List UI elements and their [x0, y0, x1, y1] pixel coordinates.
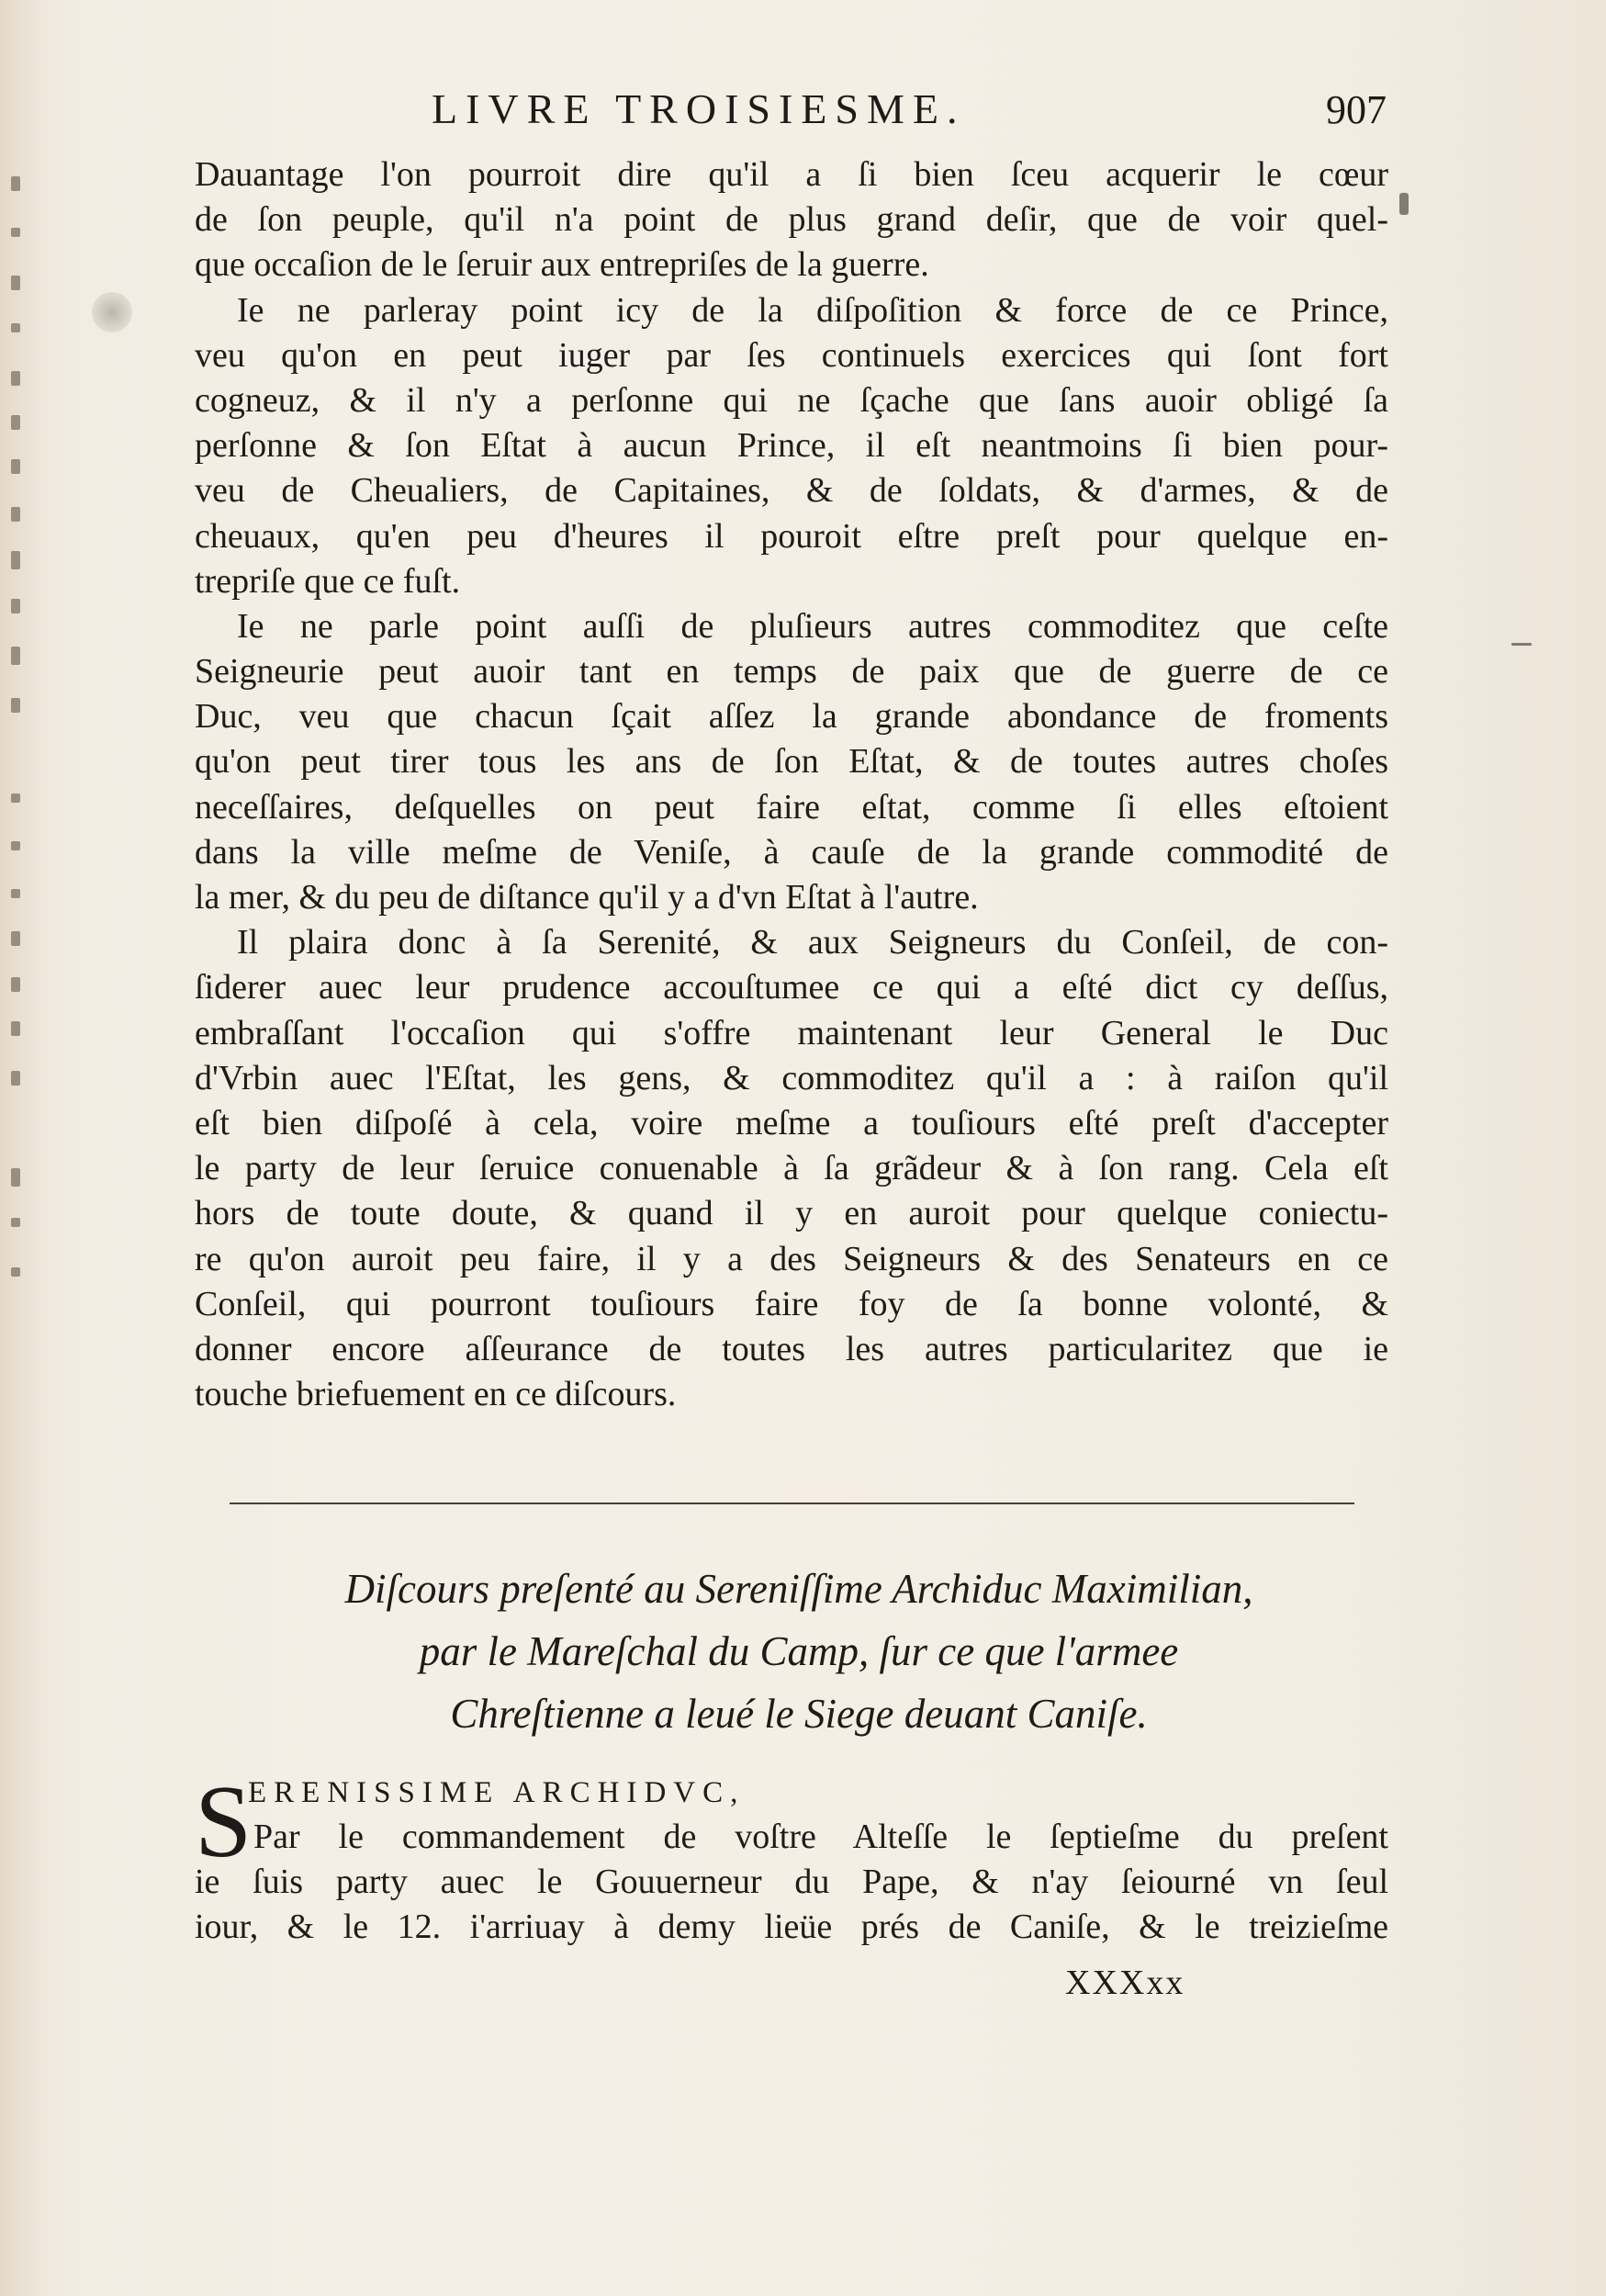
- text-line: neceſſaires, deſquelles on peut faire eſtat, comme ſi elles eſtoient: [195, 787, 1388, 827]
- text-line: embraſſant l'occaſion qui s'offre maintenant leur General le Duc: [195, 1013, 1388, 1052]
- text-line: cheuaux, qu'en peu d'heures il pouroit eſtre preſt pour quelque en-: [195, 516, 1388, 556]
- ink-speck: [1399, 193, 1409, 215]
- text-line: dans la ville meſme de Veniſe, à cauſe de la grande commodité de: [195, 832, 1388, 872]
- text-line: hors de toute doute, & quand il y en auroit pour quelque coniectu-: [195, 1194, 1388, 1233]
- discourse-title: [165, 1558, 1432, 1745]
- text-line: re qu'on auroit peu faire, il y a des Seigneurs & des Senateurs en ce: [195, 1239, 1388, 1278]
- text-line: Dauantage l'on pourroit dire qu'il a ſi bien ſceu acquerir le cœur: [195, 155, 1388, 194]
- gutter-bleed-mark: [11, 1071, 20, 1086]
- ink-speck: [1511, 643, 1532, 646]
- text-line: Ie ne parleray point icy de la diſpoſition & force de ce Prince,: [237, 290, 1388, 330]
- running-title: LIVRE TROISIESME.: [432, 85, 966, 132]
- text-line: perſonne & ſon Eſtat à aucun Prince, il eſt neantmoins ſi bien pour-: [195, 426, 1388, 466]
- text-line: Ie ne parle point auſſi de pluſieurs autres commoditez que ceſte: [237, 606, 1388, 646]
- title-line: par le Mareſchal du Camp, ſur ce que l'armee: [419, 1628, 1179, 1674]
- page-number: 907: [1326, 87, 1387, 132]
- paragraph: [195, 604, 1388, 920]
- text-line: Conſeil, qui pourront touſiours faire foy de ſa bonne volonté, &: [195, 1284, 1388, 1323]
- text-line: touche briefuement en ce diſcours.: [195, 1375, 677, 1414]
- letter-body: [195, 1815, 1388, 1951]
- text-line: cogneuz, & il n'y a perſonne qui ne ſçache que ſans auoir obligé ſa: [195, 380, 1388, 420]
- gutter-bleed-mark: [11, 1267, 20, 1277]
- gutter-bleed-mark: [11, 599, 20, 613]
- text-line: Par le commandement de voſtre Alteſſe le ſeptieſme du preſent: [253, 1818, 1388, 1856]
- text-line: ſiderer auec leur prudence accouſtumee ce qui a eſté dict cy deſſus,: [195, 968, 1388, 1007]
- gutter-bleed-mark: [11, 371, 20, 386]
- gutter-bleed-mark: [11, 889, 20, 898]
- gutter-bleed-mark: [11, 698, 20, 713]
- gutter-bleed-mark: [11, 647, 20, 665]
- paragraph: [195, 920, 1388, 1417]
- body-text: [195, 152, 1388, 1417]
- text-line: Seigneurie peut auoir tant en temps de paix que de guerre de ce: [195, 652, 1388, 692]
- gutter-bleed-mark: [11, 459, 20, 474]
- gutter-bleed-mark: [11, 176, 20, 191]
- gutter-bleed-mark: [11, 323, 20, 332]
- gutter-bleed-mark: [11, 228, 20, 237]
- paper-stain: [92, 292, 132, 332]
- gutter-bleed-mark: [11, 507, 20, 522]
- paragraph: [195, 288, 1388, 604]
- gutter-bleed-mark: [11, 977, 20, 992]
- text-line: de ſon peuple, qu'il n'a point de plus grand deſir, que de voir quel-: [195, 200, 1388, 240]
- text-line: le party de leur ſeruice conuenable à ſa grãdeur & à ſon rang. Cela eſt: [195, 1149, 1388, 1188]
- text-line: d'Vrbin auec l'Eſtat, les gens, & commoditez qu'il a : à raiſon qu'il: [195, 1058, 1388, 1097]
- text-line: ie ſuis party auec le Gouuerneur du Pape, & n'ay ſeiourné vn ſeul: [195, 1863, 1388, 1902]
- gutter-bleed-mark: [11, 1218, 20, 1227]
- text-line: eſt bien diſpoſé à cela, voire meſme a touſiours eſté preſt d'accepter: [195, 1103, 1388, 1142]
- paragraph: [195, 152, 1388, 288]
- text-line: Il plaira donc à ſa Serenité, & aux Seigneurs du Conſeil, de con-: [237, 923, 1388, 962]
- text-line: que occaſion de le ſeruir aux entrepriſes de la guerre.: [195, 245, 929, 285]
- text-line: trepriſe que ce fuſt.: [195, 561, 461, 601]
- gutter-bleed-mark: [11, 1168, 20, 1187]
- gutter-bleed-mark: [11, 276, 20, 290]
- gutter-bleed-mark: [11, 1021, 20, 1036]
- text-line: veu qu'on en peut iuger par ſes continuels exercices qui ſont fort: [195, 335, 1388, 375]
- gutter-bleed-mark: [11, 551, 20, 569]
- text-line: veu de Cheualiers, de Capitaines, & de ſoldats, & d'armes, & de: [195, 471, 1388, 511]
- gutter-bleed-mark: [11, 841, 20, 850]
- title-line: Diſcours preſenté au Sereniſſime Archiduc Maximilian,: [344, 1566, 1253, 1612]
- gutter-bleed-mark: [11, 793, 20, 803]
- text-line: la mer, & du peu de diſtance qu'il y a d'vn Eſtat à l'autre.: [195, 878, 979, 917]
- text-line: qu'on peut tirer tous les ans de ſon Eſtat, & de toutes autres choſes: [195, 742, 1388, 782]
- running-header: [432, 84, 1387, 140]
- signature-mark: XXXxx: [1065, 1964, 1185, 2002]
- title-line: Chreſtienne a leué le Siege deuant Caniſe.: [450, 1691, 1148, 1737]
- section-divider-rule: [230, 1503, 1354, 1504]
- gutter-bleed-mark: [11, 415, 20, 430]
- gutter-bleed-mark: [11, 931, 20, 946]
- salutation-title: ERENISSIME ARCHIDVC,: [248, 1776, 746, 1809]
- text-line: donner encore aſſeurance de toutes les autres particularitez que ie: [195, 1329, 1388, 1368]
- text-line: iour, & le 12. i'arriuay à demy lieüe prés de Caniſe, & le treizieſme: [195, 1908, 1388, 1947]
- facing-page-gutter: [0, 0, 37, 2296]
- drop-cap: S: [195, 1765, 253, 1879]
- text-line: Duc, veu que chacun ſçait aſſez la grande abondance de froments: [195, 697, 1388, 737]
